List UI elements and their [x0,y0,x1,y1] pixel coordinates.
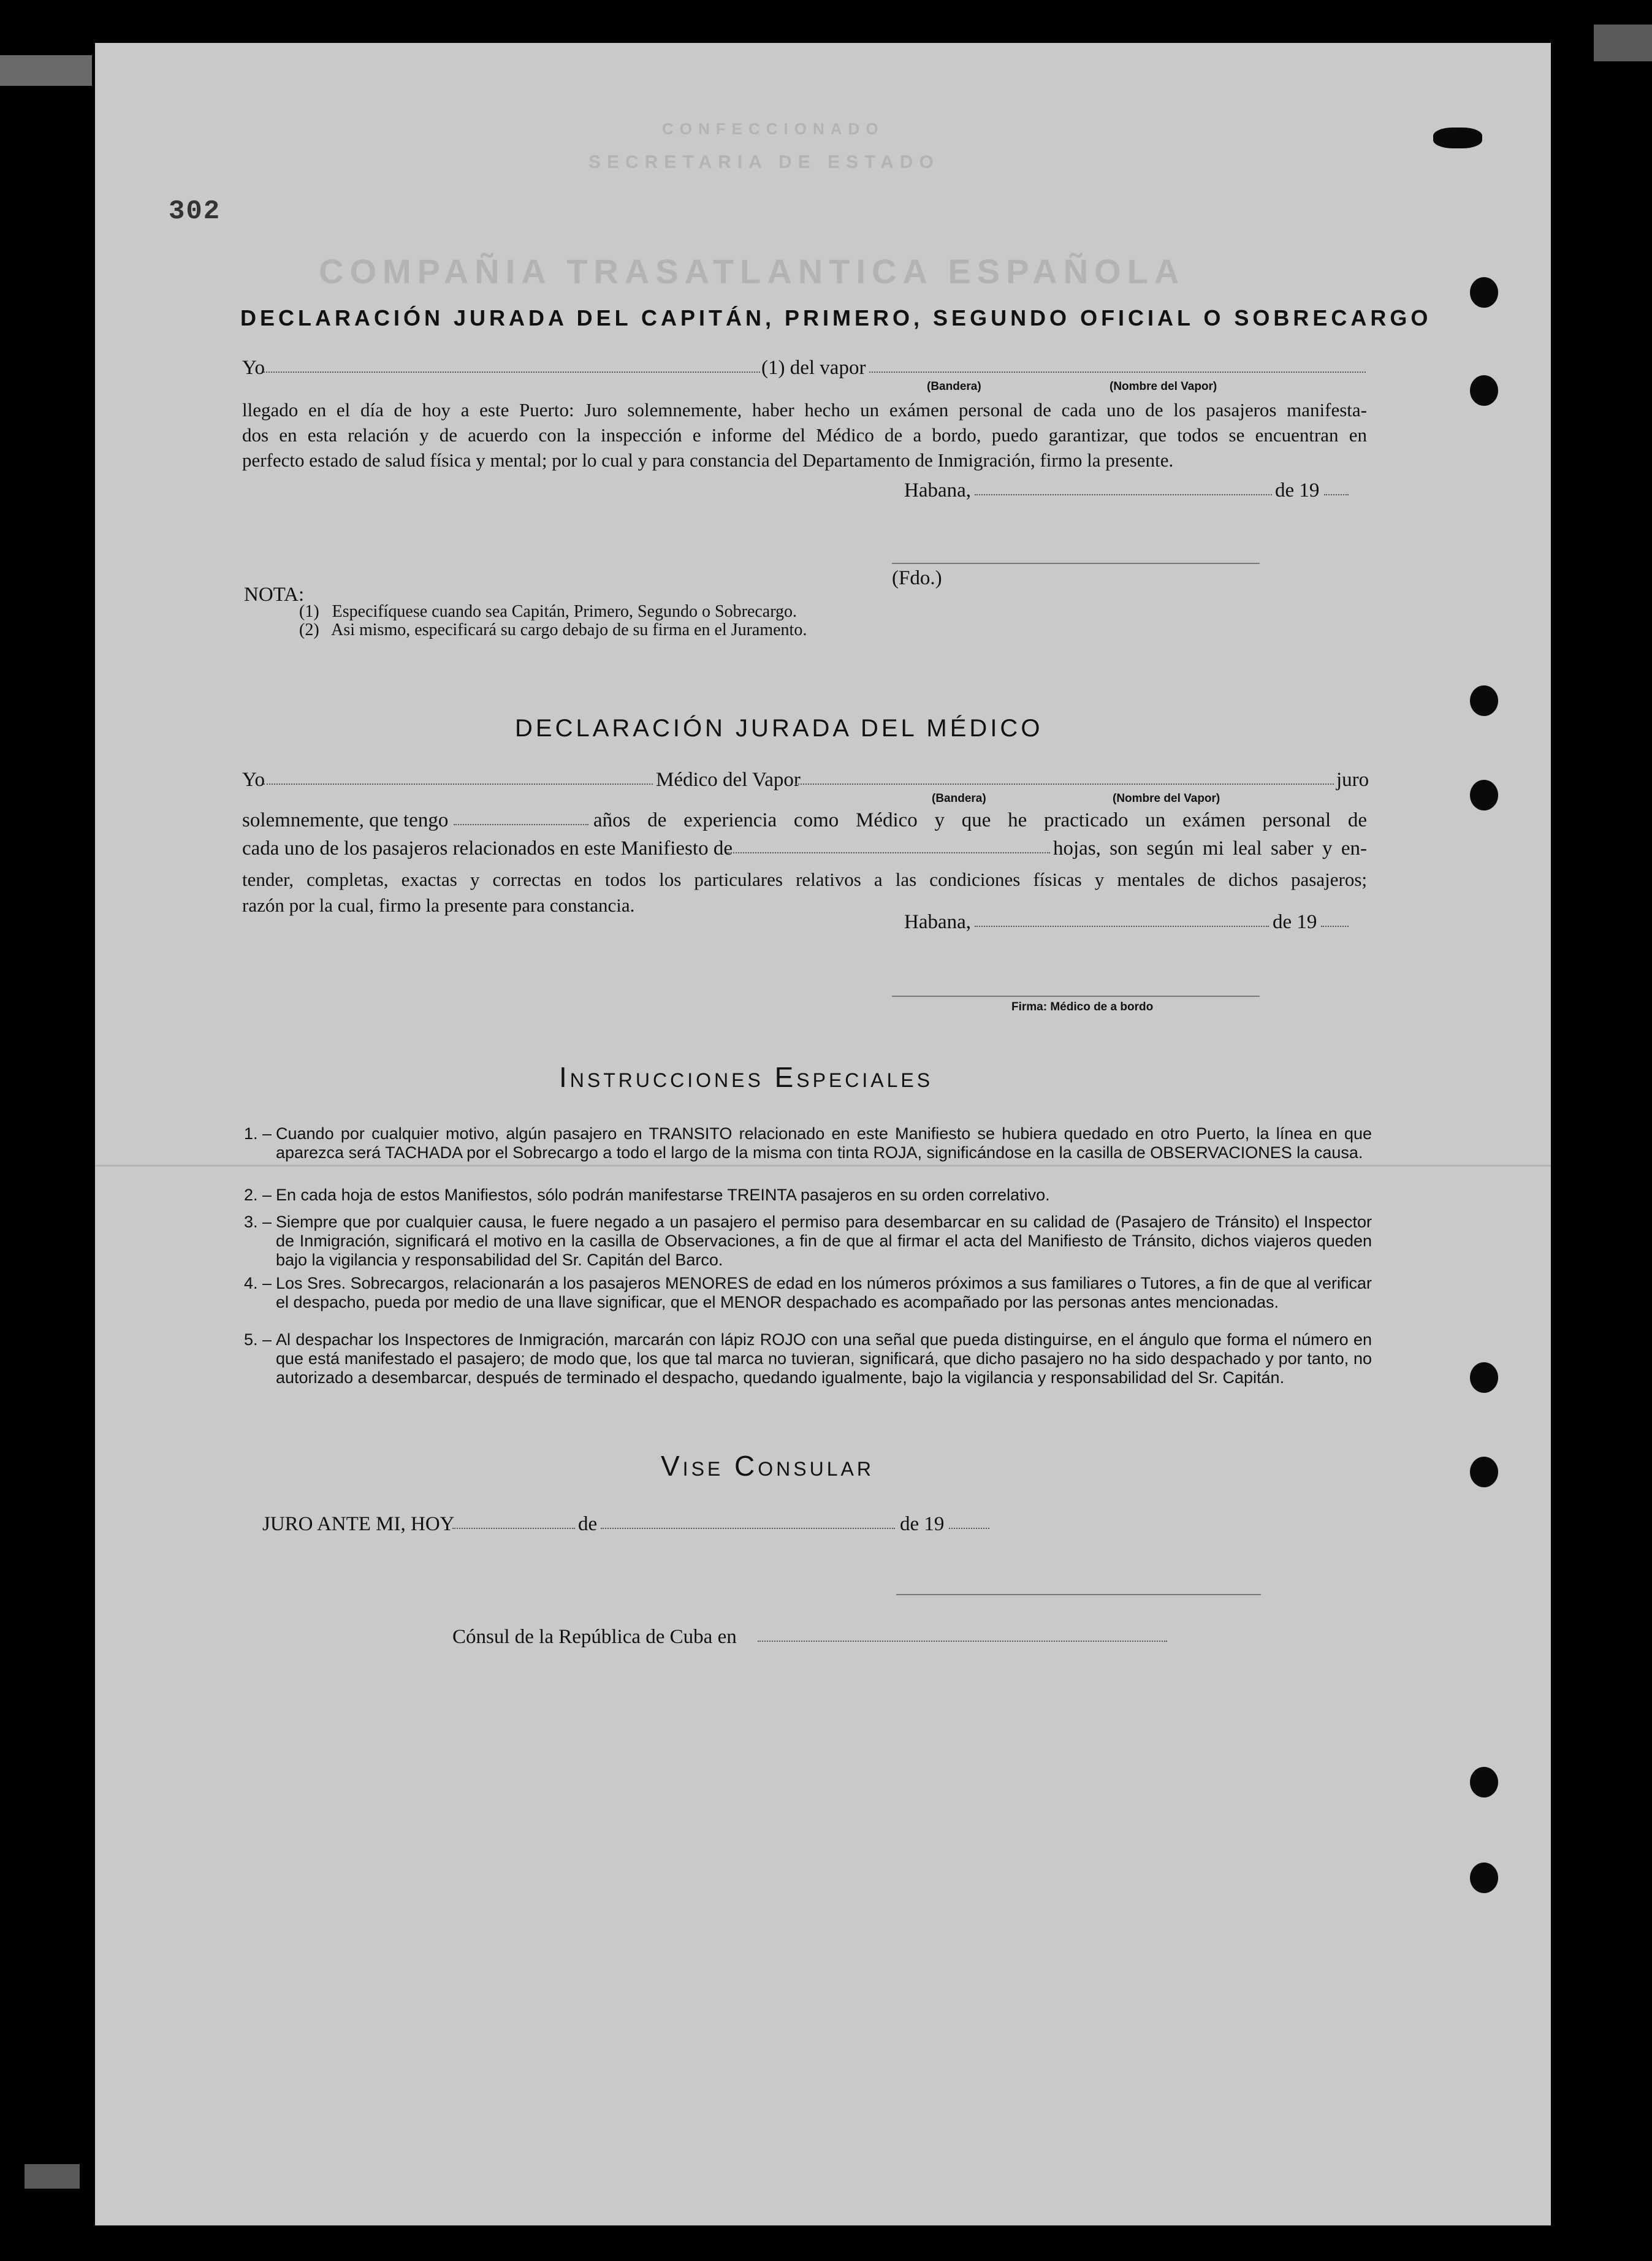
captain-vapor-field[interactable] [869,372,1366,373]
punch-hole [1470,1767,1498,1798]
ink-blot [1433,128,1482,148]
medico-bandera-caption: (Bandera) [932,792,986,805]
captain-oath-line-3: perfecto estado de salud física y mental; por lo cual y para constancia del Departamento de Inmigración, firmo la presente. [242,449,1174,471]
captain-year-field[interactable] [1324,494,1349,495]
page-number-stamp: 302 [169,196,221,227]
instruction-item-4 [244,1274,1372,1312]
captain-signature-line[interactable] [892,563,1260,564]
punch-hole [1470,277,1498,308]
medico-nombre-vapor-caption: (Nombre del Vapor) [1113,792,1220,805]
film-edge-left [0,55,92,86]
punch-hole [1470,1457,1498,1487]
instruction-text: En cada hoja de estos Manifiestos, sólo podrán manifestarse TREINTA pasajeros en su orden correlativo. [276,1186,1050,1204]
visa-juro-label: JURO ANTE MI, HOY [262,1513,455,1535]
medico-year-field[interactable] [1321,926,1349,927]
medico-signature-line[interactable] [892,996,1260,997]
nota-item-1: (1) Especifíquese cuando sea Capitán, Primero, Segundo o Sobrecargo. [299,602,797,621]
visa-de-label: de [578,1513,598,1535]
instrucciones-title: Instrucciones Especiales [559,1061,934,1093]
captain-fdo-label: (Fdo.) [892,567,942,589]
captain-name-field[interactable] [264,372,760,373]
medico-name-field[interactable] [264,784,653,785]
film-edge-bottom [25,2164,80,2189]
nota-item-2: (2) Asi mismo, especificará su cargo debajo de su firma en el Juramento. [299,620,807,639]
nota-label: NOTA: [244,584,305,606]
instruction-item-2 [244,1186,1372,1205]
medico-vapor-field[interactable] [796,784,1334,785]
visa-de19-label: de 19 [900,1513,945,1535]
instruction-number: 3. – [244,1213,272,1231]
medico-line3-end: hojas, son según mi leal saber y en- [1053,837,1367,860]
instruction-item-5 [244,1330,1372,1387]
captain-del-vapor-label: (1) del vapor [761,357,866,379]
instruction-number: 1. – [244,1124,272,1143]
medico-declaration-title: DECLARACIÓN JURADA DEL MÉDICO [515,715,1043,742]
consul-label: Cónsul de la República de Cuba en [452,1626,737,1648]
page-fold-crease [95,1165,1551,1167]
captain-oath-line-2: dos en esta relación y de acuerdo con la inspección e informe del Médico de a bordo, puedo garantizar, que todos se encuentran en [242,424,1367,446]
captain-habana-label: Habana, [904,479,972,501]
medico-line2-start: solemnemente, que tengo [242,809,449,831]
faded-header-1: CONFECCIONADO [662,120,885,138]
captain-nombre-vapor-caption: (Nombre del Vapor) [1110,380,1217,393]
punch-hole [1470,375,1498,406]
faded-header-3: COMPAÑIA TRASATLANTICA ESPAÑOLA [319,252,1186,291]
visa-year-field[interactable] [949,1528,989,1529]
punch-hole [1470,780,1498,810]
captain-declaration-title: DECLARACIÓN JURADA DEL CAPITÁN, PRIMERO, SEGUNDO OFICIAL O SOBRECARGO [240,305,1432,330]
medico-firma-caption: Firma: Médico de a bordo [1011,1001,1154,1013]
visa-month-field[interactable] [601,1528,895,1529]
medico-line3-start: cada uno de los pasajeros relacionados en este Manifiesto de [242,837,733,860]
medico-line-4: tender, completas, exactas y correctas en todos los particulares relativos a las condiciones físicas y mentales de dichos pasajeros; [242,869,1367,890]
vise-consular-title: Vise Consular [661,1450,874,1482]
consul-city-field[interactable] [758,1641,1167,1642]
instruction-number: 4. – [244,1274,272,1292]
medico-line2-end: años de experiencia como Médico y que he practicado un exámen personal de [593,809,1367,831]
instruction-text: Al despachar los Inspectores de Inmigración, marcarán con lápiz ROJO con una señal que pueda distinguirse, en el ángulo que forma el número en que está manifestado el pasajero; de modo que, los que tal marca no tuvieran, significará, que dicho pasajero no ha sido despachado y por tanto, no autorizado a desembarcar, después de terminado el despacho, quedando igualmente, bajo la vigilancia y responsabilidad del Sr. Capitán. [276,1330,1372,1387]
faded-header-2: SECRETARIA DE ESTADO [588,152,940,172]
medico-de19-label: de 19 [1273,911,1317,933]
medico-date-field[interactable] [975,926,1269,927]
instruction-item-3 [244,1213,1372,1270]
medico-line-5: razón por la cual, firmo la presente para constancia. [242,894,635,916]
instruction-number: 2. – [244,1186,272,1204]
instruction-item-1 [244,1124,1372,1162]
medico-hojas-field[interactable] [726,852,1050,853]
medico-habana-label: Habana, [904,911,972,933]
punch-hole [1470,685,1498,716]
instruction-text: Los Sres. Sobrecargos, relacionarán a los pasajeros MENORES de edad en los números próximos a sus familiares o Tutores, a fin de que al verificar el despacho, pueda por medio de una llave significar, que el MENOR despachado es acompañado por las personas antes mencionadas. [276,1274,1372,1311]
medico-del-vapor-label: Médico del Vapor [656,769,801,791]
punch-hole [1470,1362,1498,1393]
captain-date-field[interactable] [975,494,1272,495]
captain-yo-label: Yo [242,357,265,379]
captain-oath-line-1: llegado en el día de hoy a este Puerto: Juro solemnemente, haber hecho un exámen personal de cada uno de los pasajeros manifesta- [242,399,1367,421]
film-edge-right [1594,25,1652,61]
captain-bandera-caption: (Bandera) [927,380,981,393]
medico-years-field[interactable] [454,824,588,825]
instruction-text: Cuando por cualquier motivo, algún pasajero en TRANSITO relacionado en este Manifiesto se hubiera quedado en otro Puerto, la línea en que aparezca será TACHADA por el Sobrecargo a todo el largo de la misma con tinta ROJA, significándose en la casilla de OBSERVACIONES la causa. [276,1124,1372,1162]
instruction-number: 5. – [244,1330,272,1349]
punch-hole [1470,1863,1498,1893]
captain-de19-label: de 19 [1275,479,1320,501]
medico-juro-label: juro [1336,769,1369,791]
medico-yo-label: Yo [242,769,265,791]
visa-day-field[interactable] [452,1528,575,1529]
consul-signature-line[interactable] [896,1594,1261,1595]
instruction-text: Siempre que por cualquier causa, le fuere negado a un pasajero el permiso para desembarcar en su calidad de (Pasajero de Tránsito) el Inspector de Inmigración, significará el motivo en la casilla de Observaciones, a fin de que al firmar el acta del Manifiesto de Tránsito, dichos viajeros queden bajo la vigilancia y responsabilidad del Sr. Capitán del Barco. [276,1213,1372,1269]
